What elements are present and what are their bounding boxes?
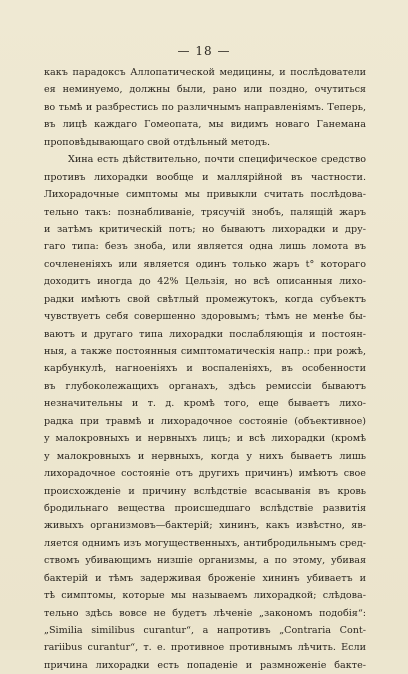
text-line: бродильнаго вещества происшедшаго вслѣдствіе развитія [44, 502, 366, 514]
text-line: лихорадочное состояніе отъ другихъ причинъ) имѣютъ свое [44, 468, 366, 480]
text-line: тельно здѣсь вовсе не будетъ лѣченіе „закономъ подобія“: [44, 607, 366, 619]
text-line: чувствуетъ себя совершенно здоровымъ; тѣмъ не менѣе бы- [44, 311, 366, 323]
text-line: въ глубоколежащихъ органахъ, здѣсь ремиссіи бываютъ [44, 380, 366, 392]
text-line: ваютъ и другаго типа лихорадки послабляющія и постоян- [44, 328, 366, 340]
text-line: происхожденіе и причину вслѣдствіе всасыванія въ кровь [44, 485, 366, 497]
text-line: живыхъ организмовъ—бактерій; хининъ, какъ извѣстно, яв- [44, 520, 366, 532]
text-line: rariibus curantur“, т. е. противное противнымъ лѣчить. Если [44, 642, 366, 654]
text-line: какъ парадоксъ Аллопатической медицины, и послѣдователи [44, 67, 366, 78]
text-line: гаго типа: безъ зноба, или является одна лишь ломота въ [44, 241, 366, 253]
text-line: радки имѣютъ свой свѣтлый промежутокъ, когда субъектъ [44, 293, 366, 305]
text-line: незначительны и т. д. кромѣ того, еще бываетъ лихо- [44, 398, 366, 410]
text-line: Хина есть дѣйствительно, почти специфическое средство [68, 154, 366, 166]
text-line: проповѣдывающаго свой отдѣльный методъ. [44, 136, 271, 148]
text-line: доходитъ иногда до 42% Цельзія, но всѣ описанныя лихо- [44, 276, 366, 288]
text-line: карбункулѣ, нагноеніяхъ и воспаленіяхъ, въ особенности [44, 363, 366, 375]
text-line: причина лихорадки есть попаденіе и размноженіе бакте- [44, 659, 366, 671]
text-line: ствомъ убивающимъ низшіе организмы, а по этому, убивая [44, 555, 366, 567]
text-line: ляется однимъ изъ могущественныхъ, антибродильнымъ сред- [44, 537, 366, 549]
text-line: тѣ симптомы, которые мы называемъ лихорадкой; слѣдова- [44, 590, 366, 602]
text-line: во тьмѣ и разбрестись по различнымъ направленіямъ. Теперь, [44, 101, 366, 113]
text-line: у малокровныхъ и нервныхъ, когда у нихъ бываетъ лишь [44, 450, 366, 462]
text-line: у малокровныхъ и нервныхъ лицъ; и всѣ лихорадки (кромѣ [44, 433, 366, 445]
text-line: „Similia similibus curantur“, а напротивъ „Contraria Cont- [44, 625, 366, 636]
text-line: ныя, а также постоянныя симптоматическія напр.: при рожѣ, [44, 346, 366, 357]
body-text [44, 64, 366, 674]
text-line: тельно такъ: познабливаніе, трясучій знобъ, палящій жаръ [44, 206, 366, 218]
text-line: ея неминуемо, должны были, рано или поздно, очутиться [44, 84, 366, 96]
text-line: Лихорадочные симптомы мы привыкли считать послѣдова- [44, 189, 366, 201]
text-line: противъ лихорадки вообще и маллярійной въ частности. [44, 171, 366, 183]
text-line: сочлененіяхъ или является одинъ только жаръ t° котораго [44, 258, 366, 270]
text-line: бактерій и тѣмъ задерживая броженіе хининъ убиваетъ и [44, 572, 366, 584]
page-number: — 18 — [177, 44, 231, 58]
text-line: радка при травмѣ и лихорадочное состояніе (объективное) [44, 415, 366, 427]
text-line: и затѣмъ критическій потъ; но бываютъ лихорадки и дру- [44, 223, 366, 235]
text-line: въ лицѣ каждаго Гомеопата, мы видимъ новаго Ганемана [44, 119, 366, 131]
